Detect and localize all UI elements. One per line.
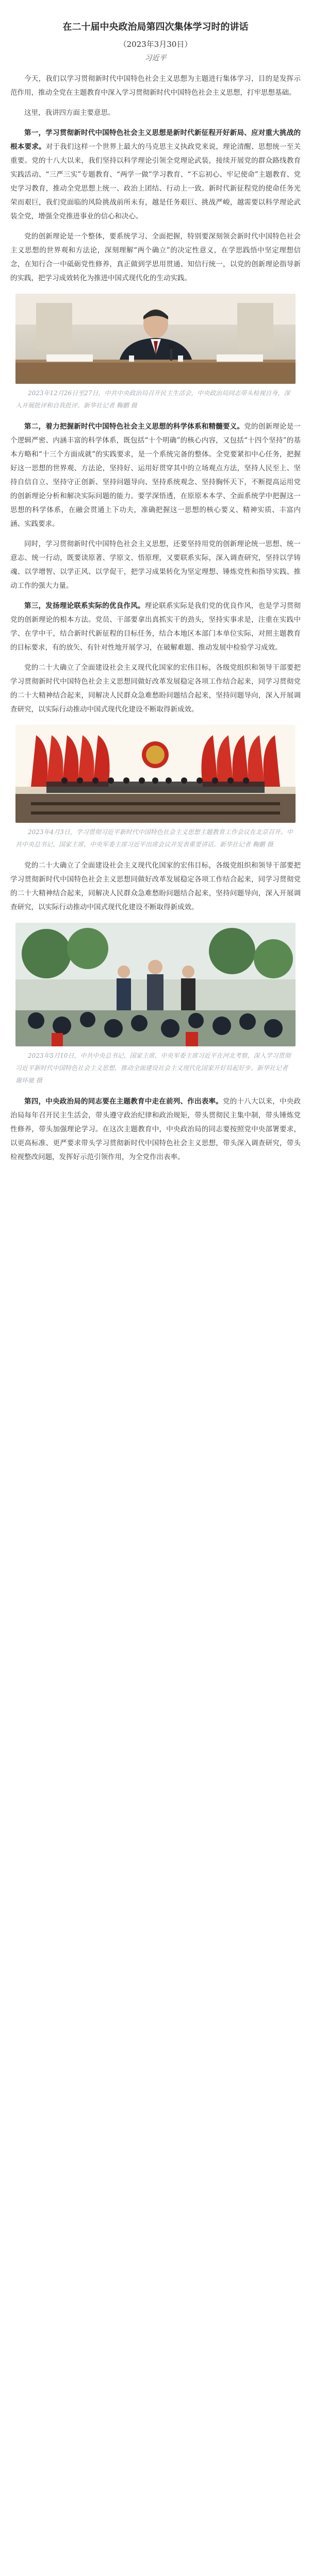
section-paragraph [10,420,301,531]
visit-photo-illustration [15,923,296,1046]
section-heading: 第一，学习贯彻新时代中国特色社会主义思想是新时代新征程开好新局、应对重大挑战的根本要求。 [10,129,301,151]
section-paragraph: 党的二十大确立了全面建设社会主义现代化国家的宏伟目标，各级党组织和领导干部要把学习贯彻新时代中国特色社会主义思想同做好改革发展稳定各项工作结合起来，同学习贯彻党的二十大精神结合起来，同解决人民群众急难愁盼问题结合起来，坚持问题导向，深入开展调查研究，以实际行动推动中国式现代化建设不断取得新成效。 [10,664,301,714]
photo-meeting-hall [15,725,296,823]
section-heading: 第二，着力把握新时代中国特色社会主义思想的科学体系和精髓要义。 [24,422,244,431]
speaker-photo-illustration [15,294,296,384]
article [10,0,301,1164]
section-paragraph [10,1095,301,1164]
photo-caption: 2023年4月3日，学习贯彻习近平新时代中国特色社会主义思想主题教育工作会议在北京召开。中共中央总书记、国家主席、中央军委主席习近平出席会议并发表重要讲话。新华社记者 鞠鹏 摄 [15,828,293,849]
section-body: 党的创新理论是一个逻辑严密、内涵丰富的科学体系，既包括“十个明确”的核心内容，又包括“十四个坚持”的基本方略和“十三个方面成就”的实践要求，是一个系统完备的整体。全党要紧扣中心任务，把握好这一思想的世界观、方法论，坚持好、运用好贯穿其中的立场观点方法，坚持人民至上、坚持自信自立、坚持守正创新、坚持问题导向、坚持系统观念、坚持胸怀天下，不断提高运用党的创新理论分析和解决实际问题的能力。要学深悟透，在原原本本学、全面系统学中把握这一思想的科学体系，在融会贯通上下功夫，准确把握这一思想的核心要义、精神实质、丰富内涵、实践要求。 [10,422,301,529]
section-paragraph: 党的创新理论是一个整体，要系统学习、全面把握，特别要深刻领会新时代中国特色社会主义思想的世界观和方法论，深刻理解“两个确立”的决定性意义，在学思践悟中坚定理想信念，在知行合一中砥砺党性修养，真正做到学思用贯通、知信行统一，以党的创新理论指导新的实践，把学习成效转化为推进中国式现代化的生动实践。 [10,232,301,283]
section-paragraph [10,859,301,914]
section-heading: 第三，发扬理论联系实际的优良作风。 [24,602,145,611]
section-body: 党的二十大确立了全面建设社会主义现代化国家的宏伟目标，各级党组织和领导干部要把学习贯彻新时代中国特色社会主义思想同做好改革发展稳定各项工作结合起来，同学习贯彻党的二十大精神结合起来，同解决人民群众急难愁盼问题结合起来，坚持问题导向，深入开展调查研究，以实际行动推动中国式现代化建设不断取得新成效。 [10,861,301,912]
article-title: 在二十届中央政治局第四次集体学习时的讲话 [62,22,249,32]
intro-paragraph: 这里，我讲四方面主要意思。 [24,109,115,117]
section-heading: 第四，中央政治局的同志要在主题教育中走在前列、作出表率。 [24,1097,223,1106]
photo-caption: 2023年5月10日，中共中央总书记、国家主席、中央军委主席习近平在河北考察，深入学习贯彻习近平新时代中国特色社会主义思想，推动全面建设社会主义现代化国家开好局起好步。新华社记者 谢环驰 摄 [15,1052,291,1084]
article-date: （2023年3月30日） [119,40,192,49]
section-body: 党的十八大以来，中央政治局每年召开民主生活会，带头遵守政治纪律和政治规矩，带头贯彻民主集中制，带头锤炼党性修养，带头加强理论学习。在这次主题教育中，中央政治局的同志要按照党中央部署要求，以更高标准、更严要求带头学习贯彻新时代中国特色社会主义思想，带头深入调查研究，带头检视整改问题，发挥好示范引领作用，为全党作出表率。 [10,1097,301,1162]
meeting-hall-illustration [15,725,296,823]
photo-visit [15,923,296,1046]
section-body: 对于我们这样一个世界上最大的马克思主义执政党来说，理论清醒、思想统一至关重要。党的十八大以来，我们坚持以科学理论引领全党理论武装，接续开展党的群众路线教育实践活动、“三严三实”专题教育、“两学一做”学习教育、“不忘初心、牢记使命”主题教育、党史学习教育，推动全党思想上统一、政治上团结、行动上一致。新时代新征程党的使命任务光荣而艰巨，我们党面临的风险挑战前所未有，越是任务艰巨、挑战严峻，越需要以科学理论武装全党，增强全党推进事业的信心和决心。 [10,143,301,221]
photo-speaker [15,294,296,384]
article-author: 习近平 [144,54,167,63]
intro-paragraph: 今天，我们以学习贯彻新时代中国特色社会主义思想为主题进行集体学习，目的是发挥示范作用，推动全党在主题教育中深入学习贯彻新时代中国特色社会主义思想，打牢思想基础。 [10,75,301,97]
section-paragraph: 同时，学习贯彻新时代中国特色社会主义思想，还要坚持用党的创新理论统一思想、统一意志、统一行动，既要读原著、学原文、悟原理，又要联系实际，深入调查研究，坚持以学铸魂、以学增智、以学正风、以学促干，把学习成果转化为坚定理想、锤炼党性和指导实践、推动工作的强大力量。 [10,540,301,590]
photo-caption: 2023年12月26日至27日，中共中央政治局召开民主生活会，中央政治局同志带头检视自身，深入开展批评和自我批评。新华社记者 鞠鹏 摄 [15,389,290,410]
section-body: 理论联系实际是我们党的优良作风，也是学习贯彻党的创新理论的根本方法。党员、干部要拿出真抓实干的劲头，坚持实事求是，注重在实践中学、在学中干，结合新时代新征程的目标任务，结合本地区本部门本单位实际，对照主题教育的目标要求，有的放矢、有针对性地开展学习，在破解难题、推动发展中检验学习成效。 [10,602,301,652]
section-paragraph [10,599,301,655]
section-paragraph [10,126,301,224]
